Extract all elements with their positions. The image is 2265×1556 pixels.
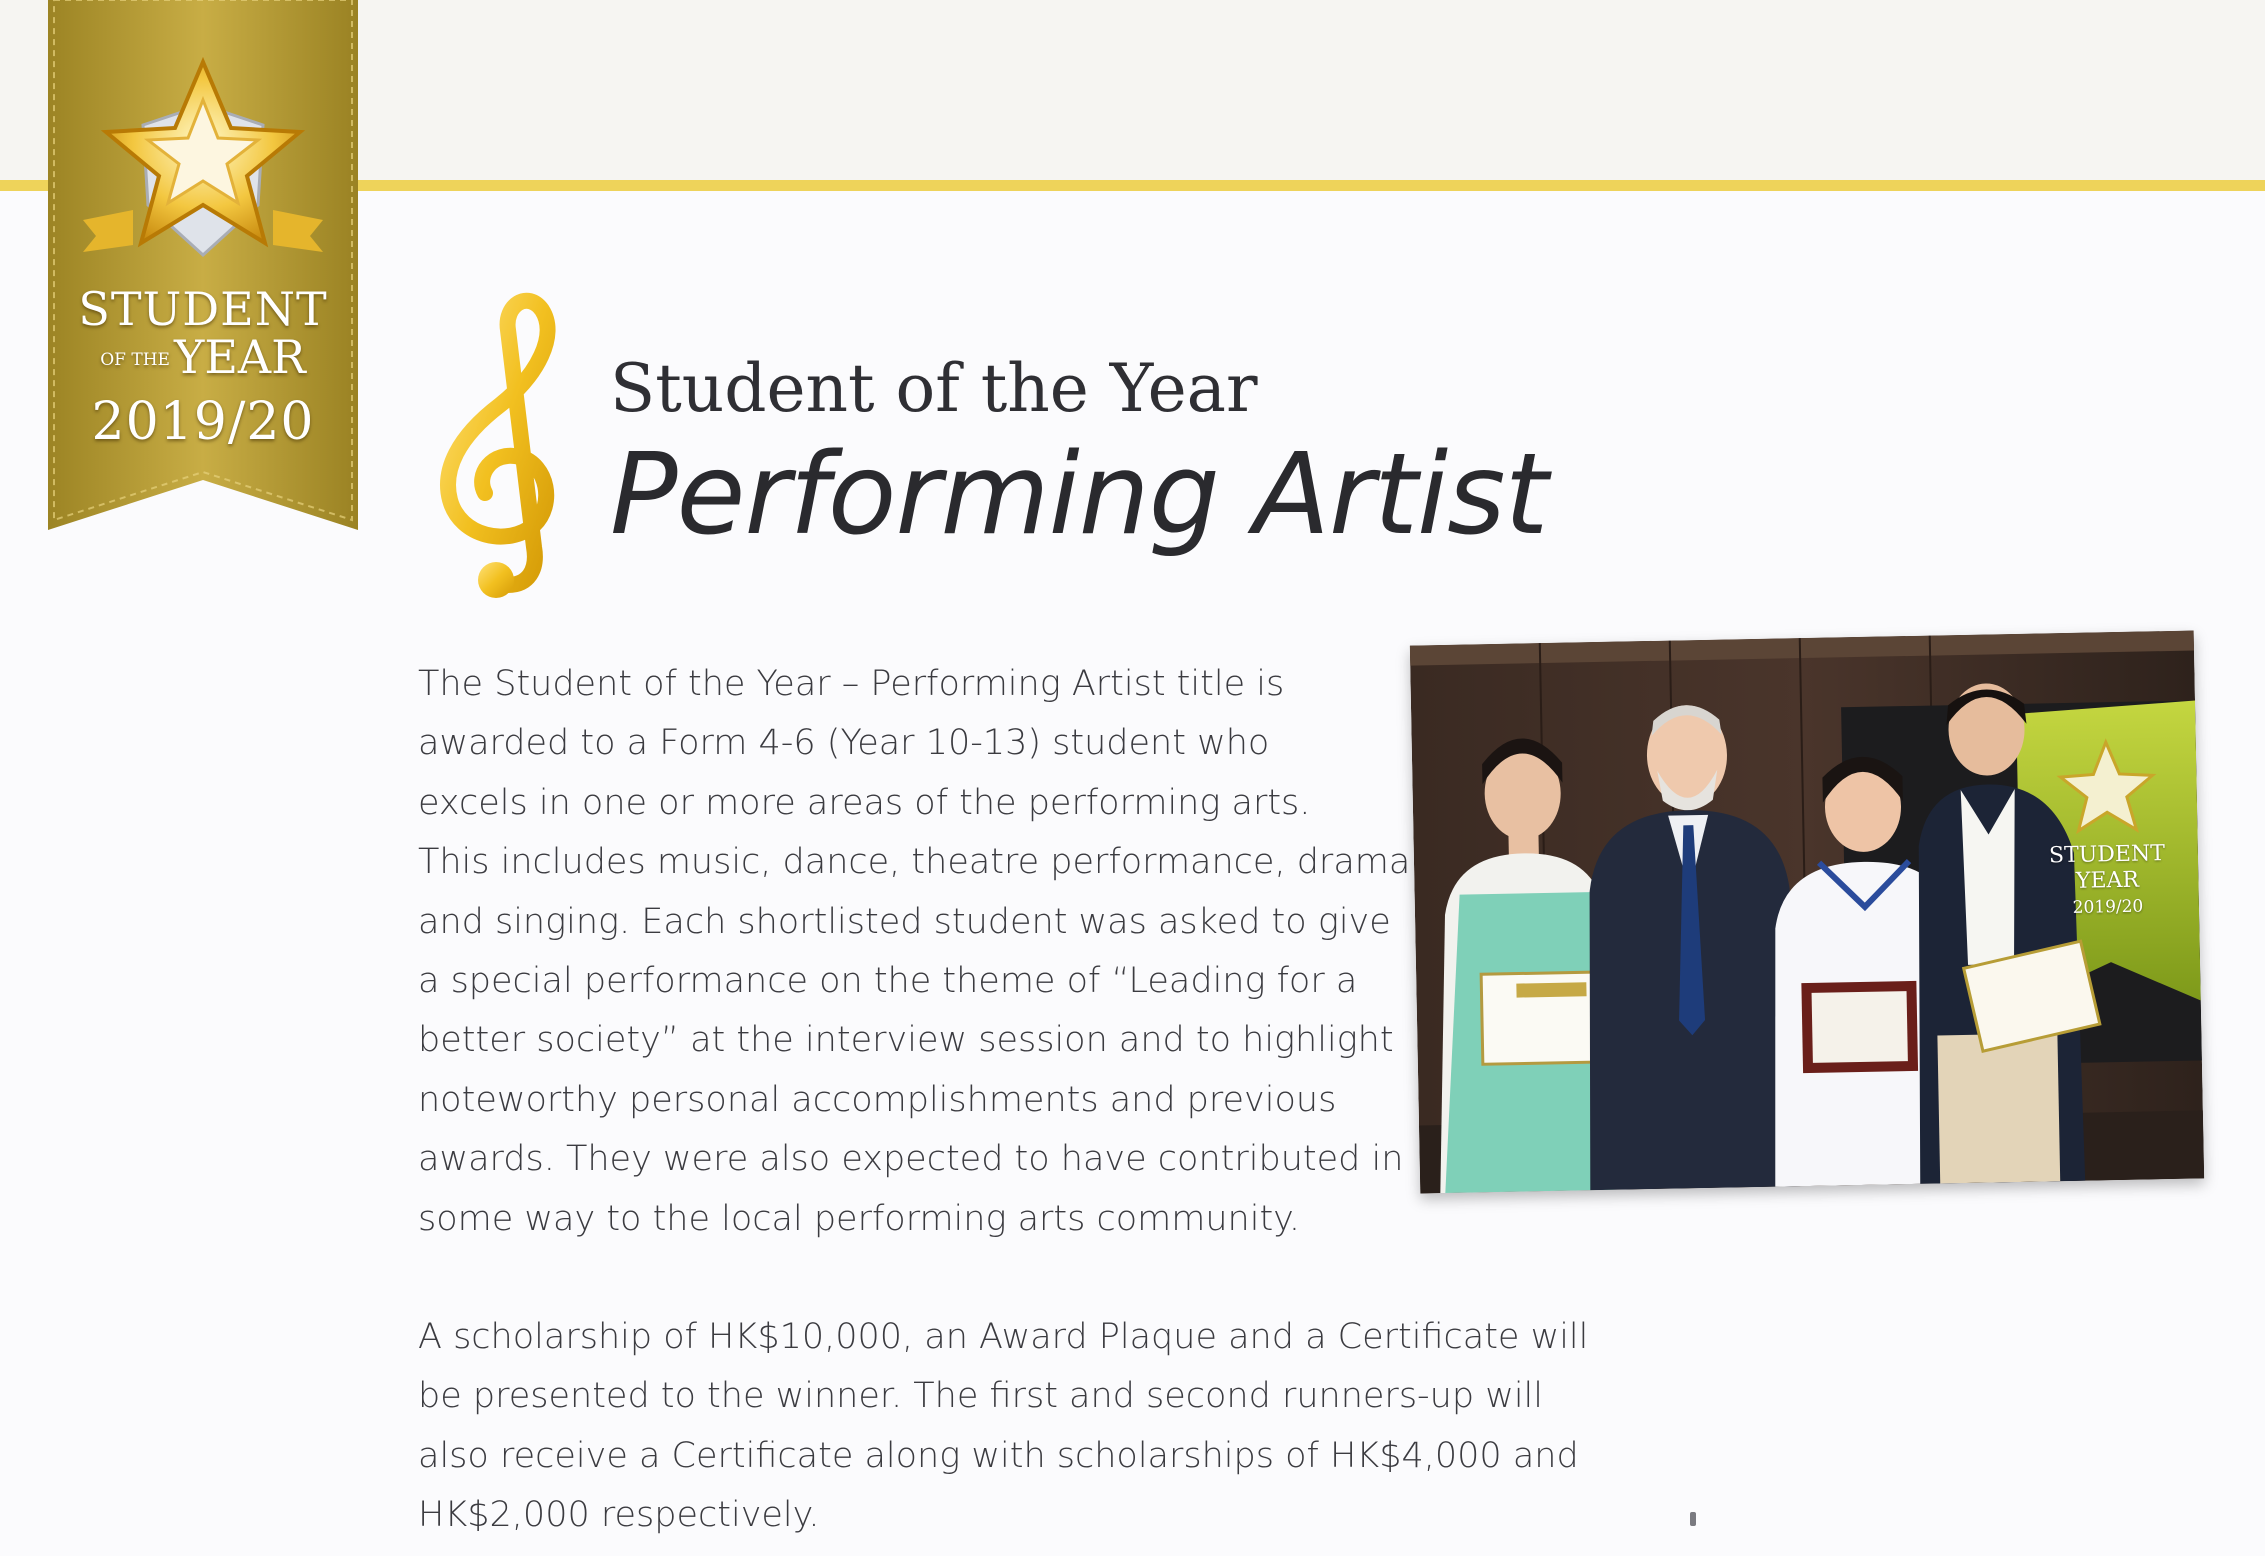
- photo-sign-title: STUDENT: [2048, 841, 2166, 869]
- badge-year-word: YEAR: [173, 330, 306, 384]
- award-photo: [1410, 631, 2204, 1194]
- badge-of-the: OF THE: [100, 350, 170, 370]
- text-line: awards. They were also expected to have contributed in: [418, 1139, 1404, 1180]
- student-of-the-year-badge: [48, 0, 358, 530]
- text-line: and singing. Each shortlisted student was asked to give: [418, 901, 1391, 942]
- text-line: better society” at the interview session and to highlight: [418, 1020, 1394, 1061]
- text-line: The Student of the Year – Performing Artist title is: [418, 664, 1285, 704]
- treble-clef-icon: [430, 285, 570, 605]
- text-line: A scholarship of HK$10,000, an Award Plaque and a Certificate will: [418, 1317, 1589, 1357]
- photo-sign-year: 2019/20: [2072, 896, 2144, 918]
- badge-title: STUDENT: [78, 282, 328, 336]
- text-line: noteworthy personal accomplishments and previous: [418, 1079, 1337, 1120]
- badge-year: 2019/20: [91, 392, 315, 452]
- page-title: Performing Artist: [610, 430, 1548, 560]
- print-speck: [1690, 1512, 1696, 1526]
- photo-sign-year-word: YEAR: [2075, 867, 2140, 894]
- text-line: be presented to the winner. The first and second runners-up will: [418, 1376, 1544, 1417]
- text-line: HK$2,000 respectively.: [418, 1495, 820, 1536]
- scholarship-paragraph: [418, 1308, 1589, 1546]
- text-line: awarded to a Form 4-6 (Year 10-13) student who: [418, 723, 1270, 764]
- text-line: a special performance on the theme of “Leading for a: [418, 961, 1358, 1002]
- heading-subtitle: Student of the Year: [610, 350, 1258, 427]
- text-line: also receive a Certificate along with scholarships of HK$4,000 and: [418, 1435, 1579, 1476]
- badge-title-year: [48, 330, 358, 384]
- text-line: excels in one or more areas of the performing arts.: [418, 782, 1311, 823]
- text-line: some way to the local performing arts community.: [418, 1198, 1301, 1239]
- description-paragraph: [418, 655, 1548, 1249]
- text-line: This includes music, dance, theatre performance, drama: [418, 842, 1411, 883]
